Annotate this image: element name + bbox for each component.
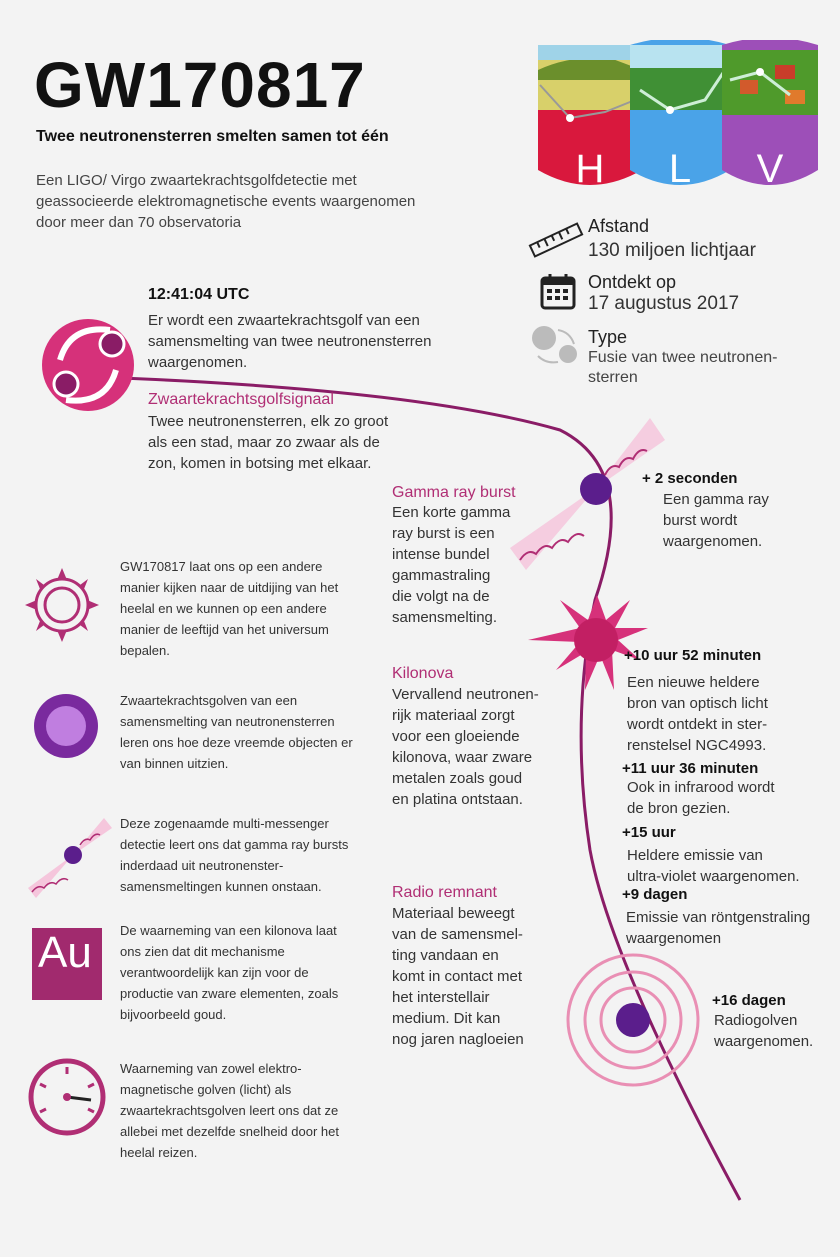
- radio-text: Radiogolven waargenomen.: [714, 1012, 814, 1050]
- gw-text: Twee neutronensterren, elk zo groot als een stad, maar zo zwaar als de zon, komen in botsing met elkaar.: [148, 413, 389, 472]
- type-label: Type: [588, 327, 628, 347]
- grb-time: + 2 seconden: [642, 470, 738, 487]
- radio-remnant-text: Materiaal beweegt van de samensmel- ting vandaan en komt in contact met het interstellair medium. Dit kan nog jaren nagloeien: [392, 905, 524, 1048]
- xray-text: Emissie van röntgenstraling waargenomen: [626, 909, 811, 947]
- radio-remnant-icon: [568, 955, 698, 1085]
- uv-time: +15 uur: [622, 824, 676, 841]
- side-note-gold: De waarneming van een kilonova laat ons zien dat dit mechanisme verantwoordelijk kan zijn voor de productie van zware elementen, zoals bijvoorbeeld goud.: [120, 923, 339, 1022]
- optical-text: Een nieuwe heldere bron van optisch licht wordt ontdekt in ster- renstelsel NGC4993.: [627, 674, 768, 754]
- optical-time: +10 uur 52 minuten: [624, 647, 762, 664]
- discovered-label: Ontdekt op: [588, 272, 677, 292]
- page-title: GW170817: [34, 49, 366, 121]
- t0-text: Er wordt een zwaartekrachtsgolf van een samensmelting van twee neutronensterren waargenomen.: [148, 312, 432, 371]
- grb-obs: Een gamma ray burst wordt waargenomen.: [663, 491, 769, 550]
- page-subtitle: Twee neutronensterren smelten samen tot één: [36, 128, 389, 145]
- neutron-star-icon: [34, 694, 98, 758]
- intro-text: Een LIGO/ Virgo zwaartekrachtsgolfdetectie met geassocieerde elektromagnetische events waargenomen door meer dan 70 observatoria: [36, 172, 416, 231]
- gold-element-badge: Au: [32, 928, 102, 1000]
- type-value: Fusie van twee neutronen- sterren: [588, 349, 778, 386]
- xray-time: +9 dagen: [622, 886, 688, 903]
- infrared-text: Ook in infrarood wordt de bron gezien.: [627, 779, 775, 817]
- gw-title: Zwaartekrachtsgolfsignaal: [148, 391, 334, 408]
- infrared-time: +11 uur 36 minuten: [622, 760, 759, 777]
- merger-icon: [42, 319, 134, 411]
- grb-title: Gamma ray burst: [392, 484, 516, 501]
- kilonova-title: Kilonova: [392, 665, 454, 682]
- uv-text: Heldere emissie van ultra-violet waargenomen.: [627, 847, 800, 885]
- kilonova-text: Vervallend neutronen- rijk materiaal zorgt voor een gloeiende kilonova, waar zware metalen zoals goud en platina ontstaan.: [392, 686, 539, 808]
- compass-icon: [25, 568, 99, 642]
- distance-label: Afstand: [588, 216, 650, 236]
- hanford-letter: H: [575, 147, 605, 191]
- virgo-letter: V: [756, 147, 784, 191]
- gamma-ray-burst-icon: [510, 418, 665, 570]
- side-note-interior: Zwaartekrachtsgolven van een samensmelting van neutronensterren leren ons hoe deze vreemde objecten er van binnen uitzien.: [120, 693, 353, 771]
- livingston-letter: L: [668, 147, 692, 191]
- t0-time: 12:41:04 UTC: [148, 286, 250, 303]
- distance-value: 130 miljoen lichtjaar: [588, 240, 756, 261]
- discovered-value: 17 augustus 2017: [588, 293, 740, 314]
- side-note-grb: Deze zogenaamde multi-messenger detectie leert ons dat gamma ray bursts inderdaad uit neutronenster- samensmeltingen kunnen onstaan.: [120, 816, 349, 894]
- radio-time: +16 dagen: [712, 992, 786, 1009]
- side-note-speed: Waarneming van zowel elektro- magnetische golven (licht) als zwaartekrachtsgolven leert ons dat ze allebei met dezelfde snelheid door het heelal reizen.: [120, 1061, 339, 1160]
- radio-remnant-title: Radio remnant: [392, 884, 497, 901]
- speedometer-icon: [31, 1061, 103, 1133]
- side-note-expansion: GW170817 laat ons op een andere manier kijken naar de uitdijing van het heelal en we kunnen op een andere manier de leeftijd van het universum bepalen.: [120, 559, 339, 658]
- grb-text: Een korte gamma ray burst is een intense bundel gammastraling die volgt na de samensmelting.: [392, 504, 511, 626]
- grb-small-icon: [28, 818, 112, 898]
